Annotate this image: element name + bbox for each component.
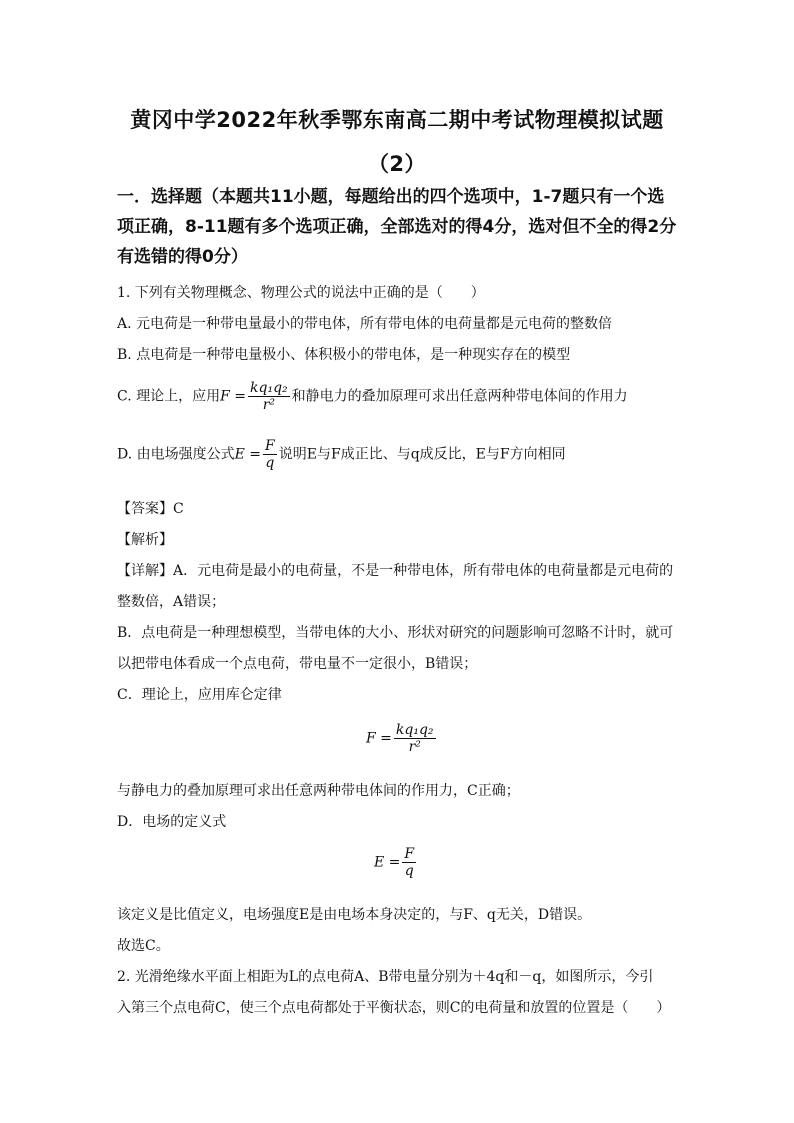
question-1-option-a: A. 元电荷是一种带电量最小的带电体，所有带电体的电荷量都是元电荷的整数倍 <box>117 316 613 332</box>
section-heading: 一．选择题（本题共11小题，每题给出的四个选项中，1-7题只有一个选项正确，8-11题有多个选项正确，全部选对的得4分，选对但不全的得2分有选错的得0分） <box>117 187 677 267</box>
coulomb-numerator: kq₁q₂ <box>395 722 434 738</box>
field-definition-formula <box>374 846 418 879</box>
detail-line: 与静电力的叠加原理可求出任意两种带电体间的作用力，C正确； <box>117 783 520 799</box>
coulomb-numerator: kq₁q₂ <box>250 380 288 396</box>
coulomb-fraction <box>248 380 290 413</box>
coulomb-law-formula <box>366 722 438 755</box>
formula-lhs: F = <box>220 388 247 405</box>
coulomb-denominator: r² <box>408 739 421 755</box>
option-d-prefix: D. 由电场强度公式 <box>117 446 235 463</box>
field-numerator: F <box>404 846 415 862</box>
question-2-stem: 入第三个点电荷C，使三个点电荷都处于平衡状态，则C的电荷量和放置的位置是（ ） <box>117 1000 671 1016</box>
detail-line: D．电场的定义式 <box>117 814 227 830</box>
question-2-stem: 2. 光滑绝缘水平面上相距为L的点电荷A、B带电量分别为＋4q和－q，如图所示，今引 <box>117 969 654 985</box>
field-fraction <box>263 438 277 471</box>
answer-label: 【答案】C <box>117 501 184 517</box>
field-denominator: q <box>404 863 414 879</box>
page-subtitle: （2） <box>367 152 427 176</box>
formula-lhs: F = <box>366 730 392 747</box>
page-title: 黄冈中学2022年秋季鄂东南高二期中考试物理模拟试题 <box>130 108 664 132</box>
detail-line: 故选C。 <box>117 938 170 954</box>
coulomb-denominator: r² <box>262 397 275 413</box>
detail-line: B．点电荷是一种理想模型，当带电体的大小、形状对研究的问题影响可忽略不计时，就可 <box>117 625 674 641</box>
coulomb-fraction <box>394 722 436 755</box>
field-denominator: q <box>265 455 275 471</box>
analysis-label: 【解析】 <box>117 532 173 548</box>
detail-line: 该定义是比值定义，电场强度E是由电场本身决定的，与F、q无关，D错误。 <box>117 907 592 923</box>
option-c-prefix: C. 理论上，应用 <box>117 388 221 405</box>
detail-line: C．理论上，应用库仑定律 <box>117 687 282 703</box>
question-1-stem: 1. 下列有关物理概念、物理公式的说法中正确的是（ ） <box>117 285 485 301</box>
option-c-suffix: 和静电力的叠加原理可求出任意两种带电体间的作用力 <box>291 388 628 405</box>
detail-line: 【详解】A．元电荷是最小的电荷量，不是一种带电体，所有带电体的电荷量都是元电荷的 <box>117 563 674 579</box>
question-1-option-c <box>117 380 687 413</box>
field-numerator: F <box>265 438 275 454</box>
formula-lhs: E = <box>234 446 262 463</box>
field-fraction <box>402 846 416 879</box>
question-1-option-d <box>117 438 687 471</box>
detail-line: 以把带电体看成一个点电荷，带电量不一定很小，B错误； <box>117 656 478 672</box>
question-1-option-b: B. 点电荷是一种带电量极小、体积极小的带电体，是一种现实存在的模型 <box>117 347 571 363</box>
formula-lhs: E = <box>374 854 401 871</box>
detail-line: 整数倍，A错误； <box>117 594 226 610</box>
option-d-suffix: 说明E与F成正比、与q成反比，E与F方向相同 <box>278 446 566 463</box>
